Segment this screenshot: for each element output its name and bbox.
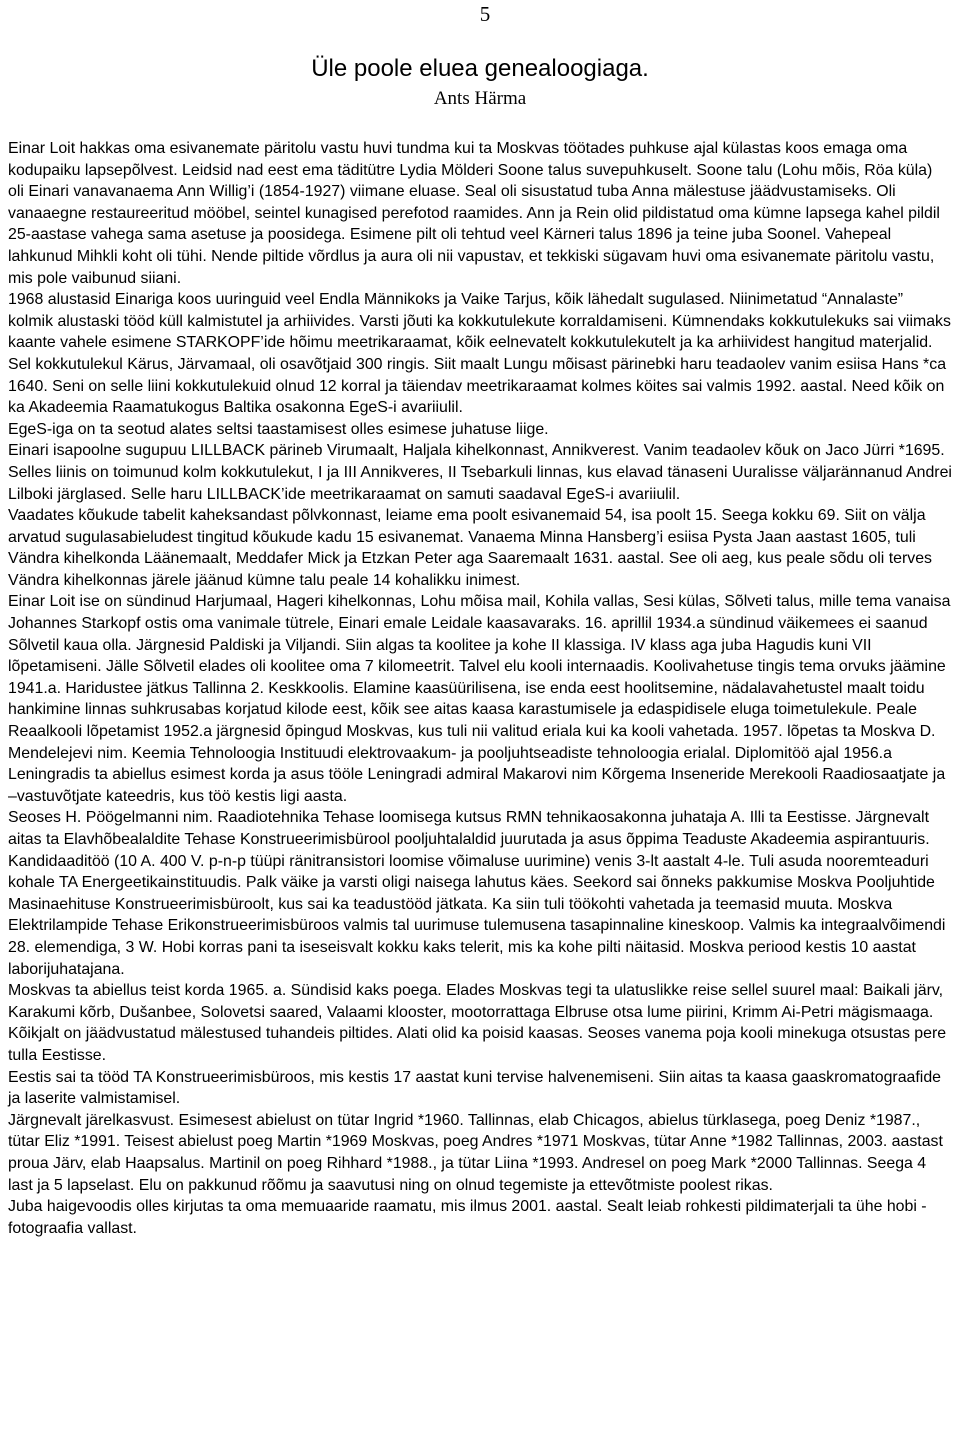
- paragraph-origin-interest: Einar Loit hakkas oma esivanemate päritolu vastu huvi tundma kui ta Moskvas töötades puhkuse ajal külastas koos emaga oma kodupaiku lapsepõlvest. Leidsid nad eest ema täditütre Lydia Mölderi Soone talus suvepuhkuselt. Soone talu (Lohu mõis, Röa küla) oli Einari vanavanaema Ann Willig’i (1854-1927) viimane eluase. Seal oli sisustatud tuba Anna mälestuse jäädvustamiseks. Oli vanaaegne restaureeritud mööbel, seintel kunagised perefotod raamides. Ann ja Rein olid pildistatud oma kümne lapsega kahel pildil 25-aastase vahega sama asetuse ja poosidega. Esimene pilt oli tehtud veel Kärneri talus 1896 ja teine juba Soonel. Vahepeal lahkunud Mihkli koht oli tühi. Nende piltide võrdlus ja aura oli nii vapustav, et tekkiski sügavam huvi oma esivanemate päritolu vastu, mis pole vaibunud siiani.: [8, 140, 940, 287]
- paragraph-eges-membership: EgeS-iga on ta seotud alates seltsi taastamisest olles esimese juhatuse liige.: [8, 420, 549, 438]
- paragraph-childhood-education: Einar Loit ise on sündinud Harjumaal, Hageri kihelkonnas, Lohu mõisa mail, Kohila vallas, Sesi külas, Sõlveti talus, mille tema vanaisa Johannes Starkopf ostis oma vanimale tütrele, Einari emale Leidale kaasavaraks. 16. aprillil 1934.a sündinud väikemees ei saanud Sõlvetil kaua olla. Järgnesid Paldiski ja Viljandi. Siin algas ta koolitee ja kohe II klassiga. IV klass aga juba Hagudis kuni VII lõpetamiseni. Jälle Sõlvetil elades oli koolitee oma 7 kilomeetrit. Talvel elu kooli internaadis. Koolivahetuse tingis tema orvuks jäämine 1941.a. Haridustee jätkus Tallinna 2. Keskkoolis. Elamine kaasüürilisena, ise enda eest hoolitsemine, nädalavahetustel maalt toidu hankimine linnas suhkrusabas korjatud kilode eest, kõik see aitas kaasa karastumisele ja edaspidisele eluga toimetulekule. Peale Reaalkooli lõpetamist 1952.a järgnesid õpingud Moskvas, kus tuli nii valitud eriala kui ka kooli vahetada. 1957. lõpetas ta Moskva D. Mendelejevi nim. Keemia Tehnoloogia Instituudi elektrovaakum- ja pooljuhtseadiste tehnoloogia erialal. Diplomitöö ajal 1956.a Leningradis ta abiellus esimest korda ja asus tööle Leningradi admiral Makarovi nim Kõrgema Inseneride Merekooli Raadiosaatjate ja –vastuvõtjate kateedris, kus töö kestis ligi aasta.: [8, 593, 951, 805]
- paragraph-descendants: Järgnevalt järelkasvust. Esimesest abielust on tütar Ingrid *1960. Tallinnas, elab Chicagos, abielus türklasega, poeg Deniz *1987., tütar Eliz *1991. Teisest abielust poeg Martin *1969 Moskvas, poeg Andres *1971 Moskvas, tütar Anne *1982 Tallinnas, 2003. aastast proua Järv, elab Haapsalus. Martinil on poeg Rihhard *1988., ja tütar Liina *1993. Andresel on poeg Mark *2000 Tallinnas. Seega 4 last ja 5 lapselast. Elu on pakkunud rõõmu ja saavutusi ning on olnud tegemiste ja ettevõtmiste poolest rikas.: [8, 1111, 943, 1194]
- paragraph-career: Seoses H. Pöögelmanni nim. Raadiotehnika Tehase loomisega kutsus RMN tehnikaosakonna juhataja A. Illi ta Eestisse. Järgnevalt aitas ta Elavhõbealaldite Tehase Konstrueerimisbürool pooljuhtalaldid juurutada ja asus õppima Teaduste Akadeemia aspirantuuris. Kandidaaditöö (10 A. 400 V. p-n-p tüüpi ränitransistori loomise võimaluse uurimine) venis 3-lt aastalt 4-le. Tuli asuda nooremteaduri kohale TA Energeetikainstituudis. Palk väike ja varsti oligi naisega lahutus käes. Seekord sai õnneks pakkumise Moskva Pooljuhtide Masinaehituse Konstrueerimisbüroolt, kus sai ka teadustööd jätkata. Ka siin tuli töökohti vahetada ja teemasid muuta. Moskva Elektrilampide Tehase Erikonstrueerimisbüroos valmis tal uurimuse tulemusena tasapinnaline kineskoop. Valmis ka integraalvõimendi 28. elemendiga, 3 W. Hobi korras pani ta iseseisvalt kokku kaks telerit, mis ka kohe pilti näitasid. Moskva periood kestis 10 aastat laborijuhatajana.: [8, 809, 946, 978]
- page-number: 5: [479, 2, 491, 26]
- paragraph-ancestor-table: Vaadates kõukude tabelit kaheksandast põlvkonnast, leiame ema poolt esivanemaid 54, isa poolt 15. Seega kokku 69. Siit on välja arvatud sugulasabieludest tingitud kõukude kadu 15 esivanemat. Vanaema Minna Hansberg’i esiisa Pysta Jaan aastast 1605, tuli Vändra kihelkonda Läänemaalt, Meddafer Mick ja Etzkan Peter aga Saaremaalt 1631. aastal. See oli aeg, kus peale sõdu oli terves Vändra kihelkonnas järele jäänud kümne talu peale 14 kohalikku inimest.: [8, 507, 932, 589]
- article-body: [8, 138, 952, 1239]
- article-title: Üle poole eluea genealoogiaga.: [311, 55, 649, 82]
- article-author: Ants Härma: [433, 88, 527, 109]
- paragraph-moscow-travels: Moskvas ta abiellus teist korda 1965. a. Sündisid kaks poega. Elades Moskvas tegi ta ulatuslikke reise sellel suurel maal: Baikali järv, Karakumi kõrb, Dušanbee, Solovetsi saared, Valaami klooster, mootorrattaga Elbruse otsa lume piirini, Krimm Ai-Petri mägismaaga. Kõikjalt on jäädvustatud mälestused tuhandeis piltides. Alati olid ka poisid kaasas. Seoses vanema poja kooli minekuga otsustas pere tulla Eestisse.: [8, 982, 947, 1064]
- paragraph-lillback-lineage: Einari isapoolne sugupuu LILLBACK pärineb Virumaalt, Haljala kihelkonnast, Annikverest. Vanim teadaolev kõuk on Jaco Jürri *1695. Selles liinis on toimunud kolm kokkutulekut, I ja III Annikveres, II Tsebarkuli linnas, kus elavad tänaseni Uuralisse väljarännanud Andrei Lilboki järglased. Selle haru LILLBACK’ide meetrikaraamat on samuti saadaval EgeS-i avariiulil.: [8, 442, 952, 503]
- paragraph-estonia-work: Eestis sai ta tööd TA Konstrueerimisbüroos, mis kestis 17 aastat kuni tervise halvenemiseni. Siin aitas ta kaasa gaaskromatograafide ja laserite valmistamisel.: [8, 1068, 942, 1108]
- paragraph-memoir: Juba haigevoodis olles kirjutas ta oma memuaaride raamatu, mis ilmus 2001. aastal. Sealt leiab rohkesti pildimaterjali ta ühe hobi - fotograafia vallast.: [8, 1198, 927, 1237]
- paragraph-starkopf-research: 1968 alustasid Einariga koos uuringuid veel Endla Männikoks ja Vaike Tarjus, kõik lähedalt sugulased. Niinimetatud “Annalaste” kolmik alustaski tööd küll kalmistutel ja arhiivides. Varsti jõuti ka kokkutulekute korraldamiseni. Kümnendaks kokkutulekuks sai viimaks kaante vahele esimene STARKOPF’ide hõimu meetrikaraamat, kõik eelnevatelt kokkutulekutelt ja ka arhiividest hangitud materjalid. Sel kokkutulekul Kärus, Järvamaal, oli osavõtjaid 300 ringis. Siit maalt Lungu mõisast pärinebki haru teadaolev vanim esiisa Hans *ca 1640. Seni on selle liini kokkutulekuid olnud 12 korral ja täiendav meetrikaraamat kolmes köites sai valmis 1992. aastal. Need kõik on ka Akadeemia Raamatukogus Baltika osakonna EgeS-i avariiulil.: [8, 291, 951, 417]
